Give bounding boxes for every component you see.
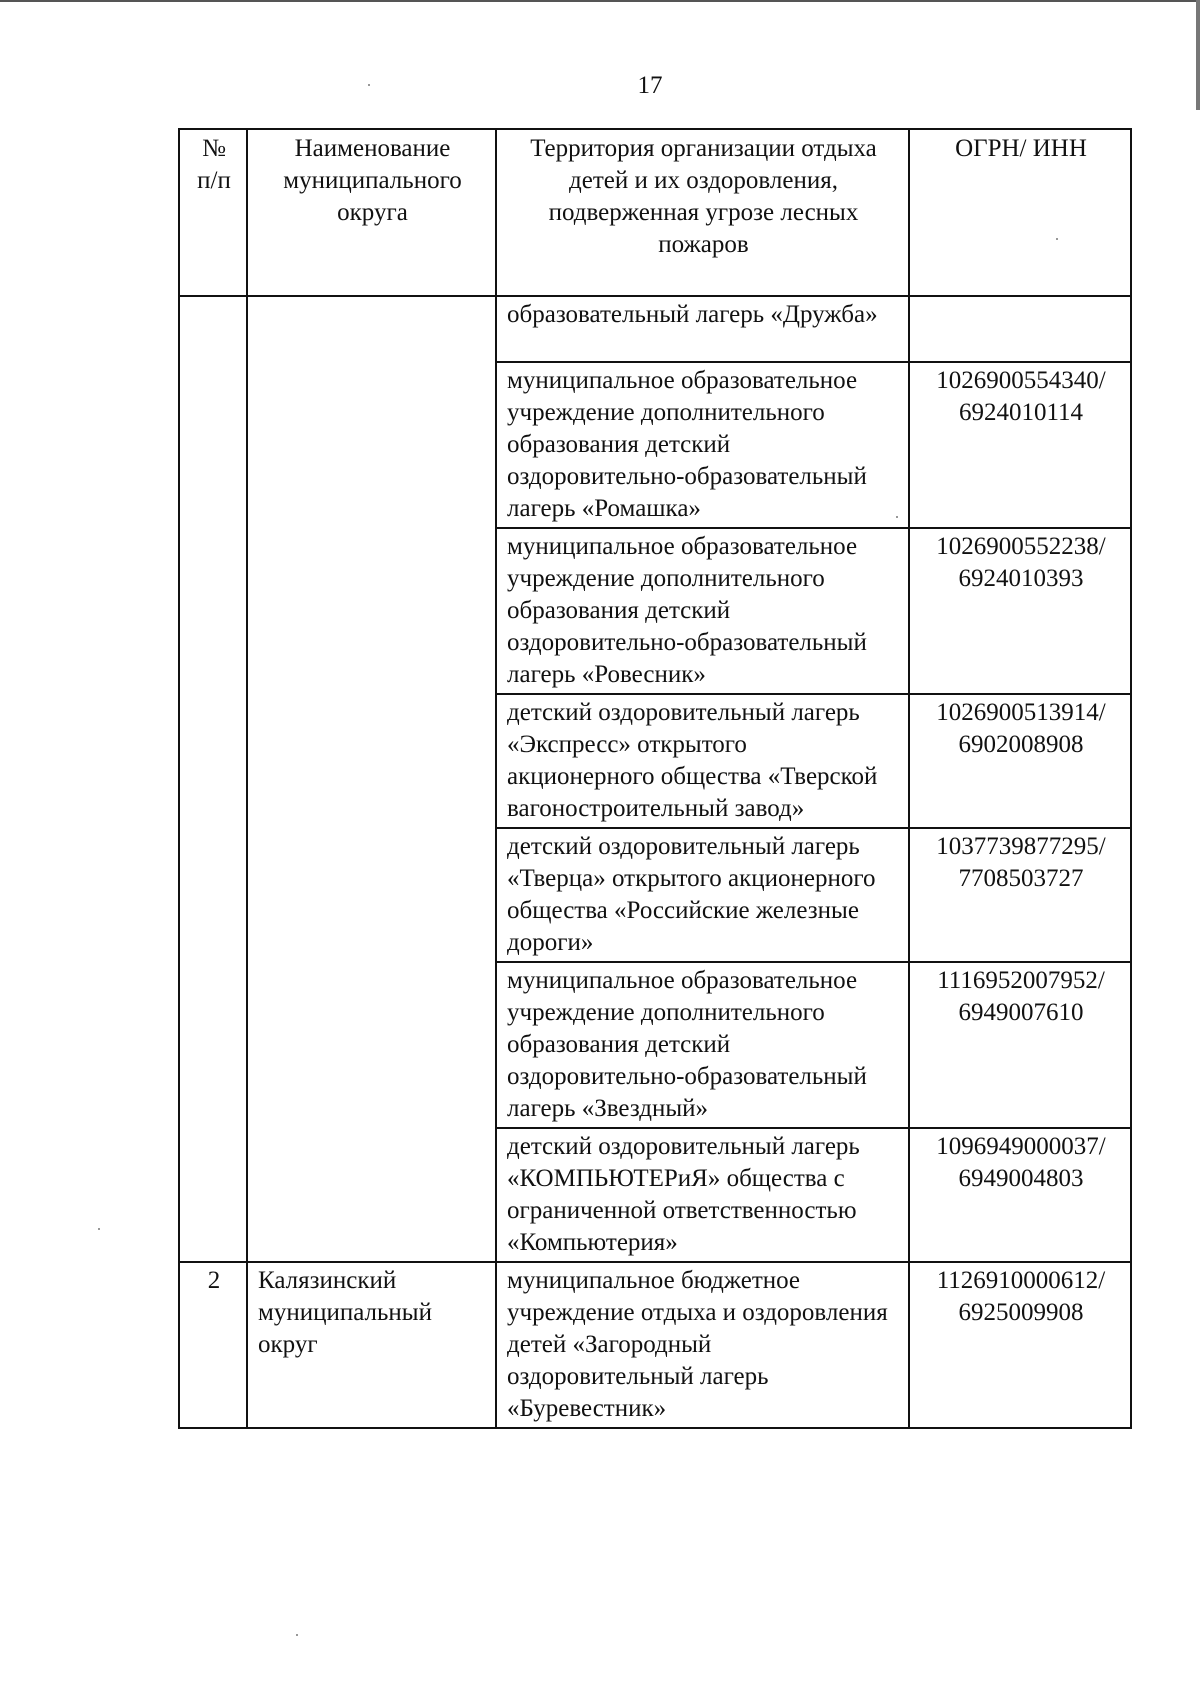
row-codes [909, 296, 1131, 362]
row-territory: детский оздоровительный лагерь «Тверца» открытого акционерного общества «Российские железные дороги» [496, 828, 909, 962]
row-codes: 1026900554340/ 6924010114 [909, 362, 1131, 528]
header-codes: ОГРН/ ИНН [909, 129, 1131, 296]
row-codes: 1026900552238/ 6924010393 [909, 528, 1131, 694]
row-codes: 1096949000037/ 6949004803 [909, 1128, 1131, 1262]
row-number: 2 [179, 1262, 247, 1428]
table-row [179, 1262, 1131, 1428]
camps-table [178, 128, 1132, 1429]
row-district [247, 296, 496, 1262]
page-number: 17 [637, 72, 663, 99]
scan-speck [98, 1228, 100, 1230]
header-number: № п/п [179, 129, 247, 296]
row-number [179, 296, 247, 1262]
row-codes: 1026900513914/ 6902008908 [909, 694, 1131, 828]
header-territory: Территория организации отдыха детей и их оздоровления, подверженная угрозе лесных пожаров [496, 129, 909, 296]
scan-top-edge [0, 0, 1200, 2]
row-territory: муниципальное образовательное учреждение дополнительного образования детский оздоровительно-образовательный лагерь «Ромашка» [496, 362, 909, 528]
row-territory: образовательный лагерь «Дружба» [496, 296, 909, 362]
header-district: Наименование муниципального округа [247, 129, 496, 296]
row-territory: муниципальное образовательное учреждение дополнительного образования детский оздоровительно-образовательный лагерь «Ровесник» [496, 528, 909, 694]
row-district: Калязинский муниципальный округ [247, 1262, 496, 1428]
row-codes: 1126910000612/ 6925009908 [909, 1262, 1131, 1428]
row-territory: муниципальное бюджетное учреждение отдыха и оздоровления детей «Загородный оздоровительный лагерь «Буревестник» [496, 1262, 909, 1428]
scan-speck [296, 1634, 298, 1636]
table-row [179, 296, 1131, 362]
table-header-row [179, 129, 1131, 296]
row-territory: детский оздоровительный лагерь «КОМПЬЮТЕРиЯ» общества с ограниченной ответственностью «Компьютерия» [496, 1128, 909, 1262]
row-codes: 1116952007952/ 6949007610 [909, 962, 1131, 1128]
row-territory: детский оздоровительный лагерь «Экспресс» открытого акционерного общества «Тверской вагоностроительный завод» [496, 694, 909, 828]
row-codes: 1037739877295/ 7708503727 [909, 828, 1131, 962]
row-territory: муниципальное образовательное учреждение дополнительного образования детский оздоровительно-образовательный лагерь «Звездный» [496, 962, 909, 1128]
